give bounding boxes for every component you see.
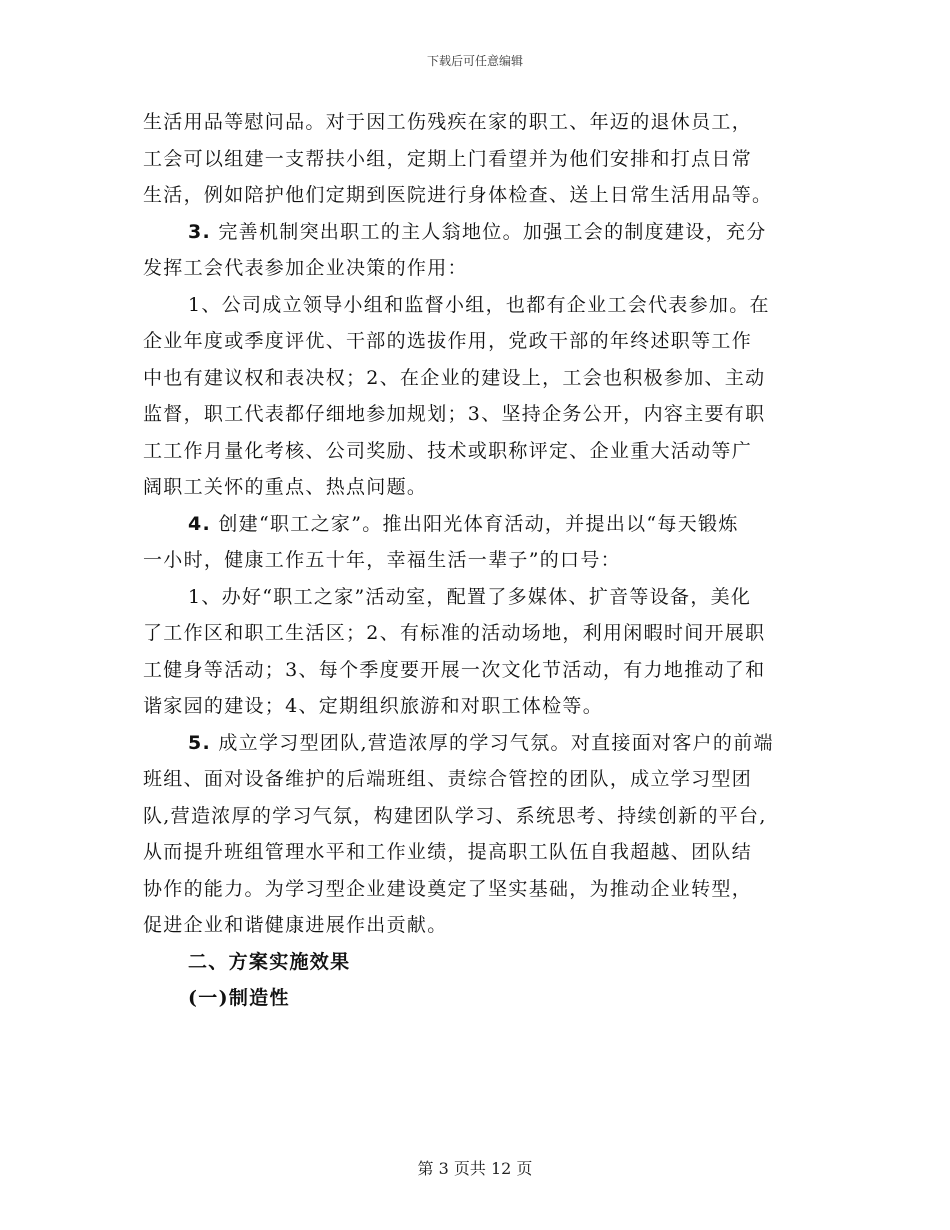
item-number: 4. bbox=[188, 512, 212, 535]
body-line: 中也有建议权和表决权；2、在企业的建设上，工会也积极参加、主动 bbox=[143, 366, 766, 389]
item-text: 成立学习型团队,营造浓厚的学习气氛。对直接面对客户的前端 bbox=[211, 731, 774, 754]
body-line: 阔职工关怀的重点、热点问题。 bbox=[143, 476, 428, 498]
body-line: 工工作月量化考核、公司奖励、技术或职称评定、企业重大活动等广 bbox=[143, 439, 753, 462]
item-number: 3. bbox=[188, 220, 212, 243]
page-header: 下载后可任意编辑 bbox=[426, 54, 523, 68]
body-line bbox=[143, 214, 823, 251]
body-line: 从而提升班组管理水平和工作业绩，提高职工队伍自我超越、团队结 bbox=[143, 841, 753, 863]
body-line: 生活用品等慰问品。对于因工伤残疾在家的职工、年迈的退休员工， bbox=[143, 111, 753, 133]
body-line: 促进企业和谐健康进展作出贡献。 bbox=[143, 914, 448, 936]
body-line: 生活，例如陪护他们定期到医院进行身体检查、送上日常生活用品等。 bbox=[143, 184, 773, 206]
body-line: 班组、面对设备维护的后端班组、责综合管控的团队，成立学习型团 bbox=[143, 768, 753, 790]
item-text: 完善机制突出职工的主人翁地位。加强工会的制度建设，充分 bbox=[211, 220, 767, 243]
body-line: 工健身等活动；3、每个季度要开展一次文化节活动，有力地推动了和 bbox=[143, 658, 766, 681]
item-text: 创建“职工之家”。推出阳光体育活动，并提出以“每天锻炼 bbox=[211, 512, 739, 535]
page-footer: 第 3 页共 12 页 bbox=[417, 1159, 533, 1178]
body-line bbox=[143, 725, 823, 762]
body-line: 发挥工会代表参加企业决策的作用： bbox=[143, 257, 468, 279]
body-line: 谐家园的建设；4、定期组织旅游和对职工体检等。 bbox=[143, 695, 603, 717]
body-line: 了工作区和职工生活区；2、有标准的活动场地，利用闲暇时间开展职 bbox=[143, 622, 766, 644]
body-line: 队,营造浓厚的学习气氛，构建团队学习、系统思考、持续创新的平台, bbox=[143, 804, 767, 827]
section-heading: 二、方案实施效果 bbox=[188, 950, 351, 973]
body-line: 监督，职工代表都仔细地参加规划；3、坚持企务公开，内容主要有职 bbox=[143, 403, 766, 425]
subsection-heading: (一)制造性 bbox=[188, 987, 290, 1009]
body-line: 1、办好“职工之家”活动室，配置了多媒体、扩音等设备，美化 bbox=[188, 585, 752, 608]
body-line: 工会可以组建一支帮扶小组，定期上门看望并为他们安排和打点日常 bbox=[143, 147, 753, 170]
item-number: 5. bbox=[188, 731, 212, 754]
body-line: 1、公司成立领导小组和监督小组，也都有企业工会代表参加。在 bbox=[188, 293, 770, 316]
body-line: 协作的能力。为学习型企业建设奠定了坚实基础，为推动企业转型， bbox=[143, 877, 753, 900]
body-line: 企业年度或季度评优、干部的选拔作用，党政干部的年终述职等工作 bbox=[143, 330, 753, 352]
body-line: 一小时，健康工作五十年，幸福生活一辈子”的口号： bbox=[143, 549, 621, 571]
body-line bbox=[143, 506, 823, 543]
document-body bbox=[143, 104, 823, 1017]
